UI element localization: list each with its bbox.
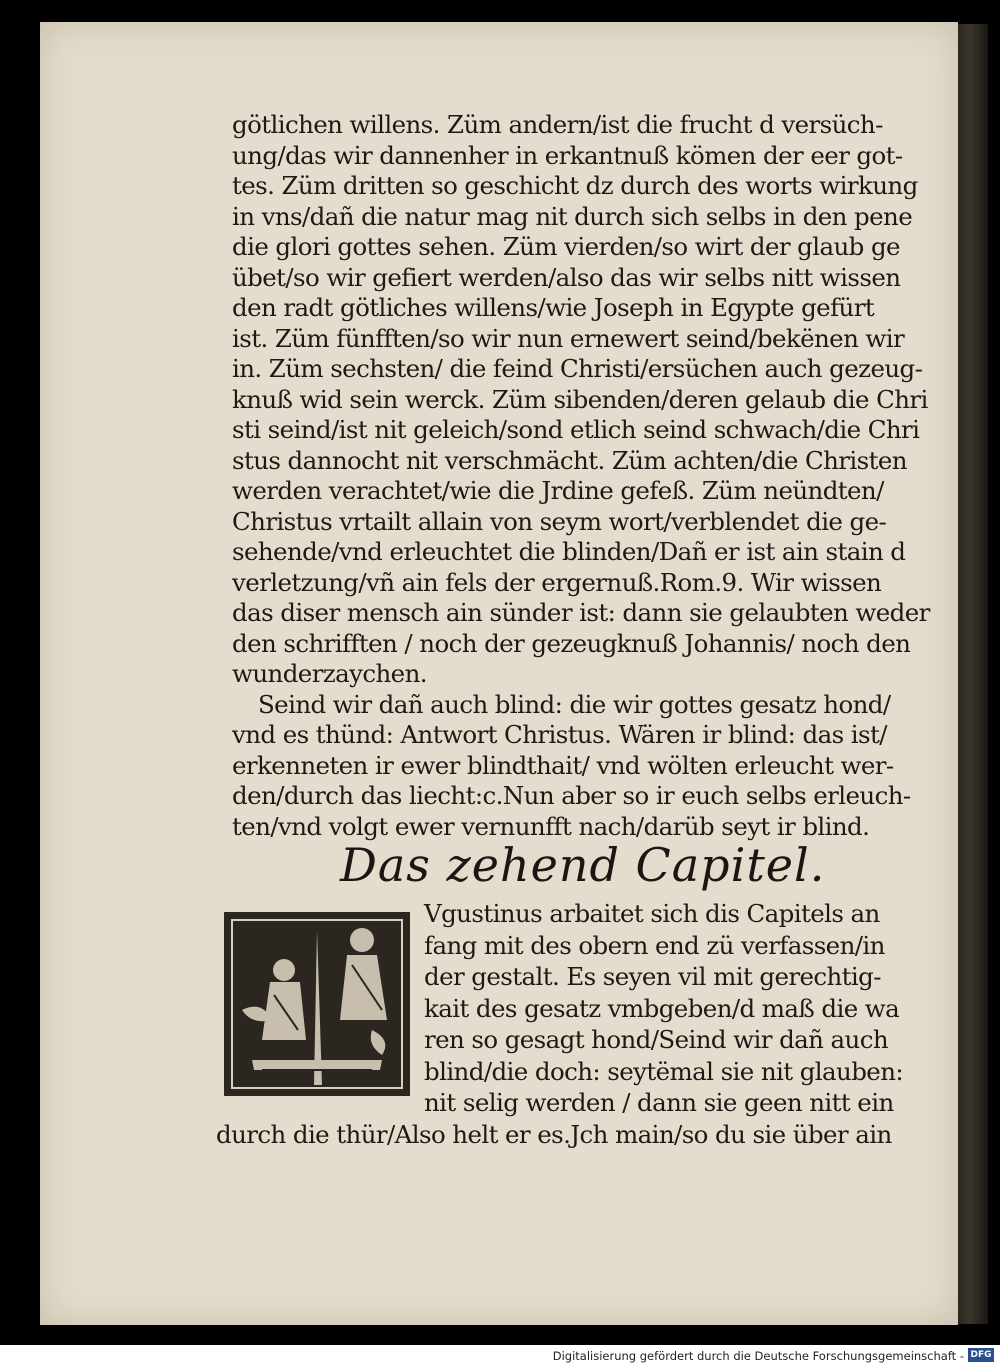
text-line: erkenneten ir ewer blindthait/ vnd wölten erleucht wer- xyxy=(232,750,894,780)
text-line: götlichen willens. Züm andern/ist die frucht d versüch- xyxy=(232,110,883,139)
text-line: Christus vrtailt allain von seym wort/verblendet die ge- xyxy=(232,506,887,536)
text-line: werden verachtet/wie die Jrdine gefeß. Züm neündten/ xyxy=(232,476,884,505)
chapter-heading: Das zehend Capitel. xyxy=(340,838,826,892)
text-line: in. Züm sechsten/ die feind Christi/ersüchen auch gezeug- xyxy=(232,354,923,383)
text-line: verletzung/vñ ain fels der ergernuß.Rom.9. Wir wissen xyxy=(232,567,882,597)
text-line: tes. Züm dritten so geschicht dz durch des worts wirkung xyxy=(232,171,918,200)
text-line: übet/so wir gefiert werden/also das wir selbs nitt wissen xyxy=(232,262,901,292)
dfg-logo: DFG xyxy=(968,1348,994,1362)
text-line: stus dannocht nit verschmächt. Züm achten/die Christen xyxy=(232,445,907,475)
chapter-text xyxy=(216,898,904,1150)
text-line: das diser mensch ain sünder ist: dann sie gelaubten weder xyxy=(232,598,930,627)
text-line: Seind wir dañ auch blind: die wir gottes gesatz hond/ xyxy=(258,689,891,719)
text-line: vnd es thünd: Antwort Christus. Wären ir blind: das ist/ xyxy=(232,720,887,749)
text-line: in vns/dañ die natur mag nit durch sich selbs in den pene xyxy=(232,201,913,231)
text-line: wunderzaychen. xyxy=(232,659,427,688)
text-line: den radt götliches willens/wie Joseph in Egypte gefürt xyxy=(232,293,875,322)
text-line: kait des gesatz vmbgeben/d maß die wa xyxy=(424,993,900,1023)
text-line: ung/das wir dannenher in erkantnuß kömen der eer got- xyxy=(232,140,903,170)
text-line: knuß wid sein werck. Züm sibenden/deren gelaub die Chri xyxy=(232,384,928,414)
text-line: ten/vnd volgt ewer vernunfft nach/darüb seyt ir blind. xyxy=(232,811,870,841)
body-text xyxy=(232,110,930,842)
text-line: durch die thür/Also helt er es.Jch main/so du sie über ain xyxy=(216,1119,892,1149)
footer-funding-text: Digitalisierung gefördert durch die Deutsche Forschungsgemeinschaft - xyxy=(552,1349,964,1363)
text-line: blind/die doch: seytëmal sie nit glauben: xyxy=(424,1056,904,1086)
text-line: den schrifften / noch der gezeugknuß Johannis/ noch den xyxy=(232,628,911,658)
text-line: die glori gottes sehen. Züm vierden/so wirt der glaub ge xyxy=(232,232,900,261)
text-line: nit selig werden / dann sie geen nitt ein xyxy=(424,1088,894,1117)
text-line: ist. Züm fünfften/so wir nun ernewert seind/bekënen wir xyxy=(232,323,905,353)
page-edge xyxy=(958,24,988,1324)
text-line: ren so gesagt hond/Seind wir dañ auch xyxy=(424,1025,889,1054)
text-line: der gestalt. Es seyen vil mit gerechtig- xyxy=(424,962,881,991)
text-line: den/durch das liecht:c.Nun aber so ir euch selbs erleuch- xyxy=(232,781,911,810)
text-line: sehende/vnd erleuchtet die blinden/Dañ er ist ain stain d xyxy=(232,537,906,566)
text-line: fang mit des obern end zü verfassen/in xyxy=(424,930,885,960)
text-line: Vgustinus arbaitet sich dis Capitels an xyxy=(424,899,880,928)
text-line: sti seind/ist nit geleich/sond etlich seind schwach/die Chri xyxy=(232,415,920,444)
